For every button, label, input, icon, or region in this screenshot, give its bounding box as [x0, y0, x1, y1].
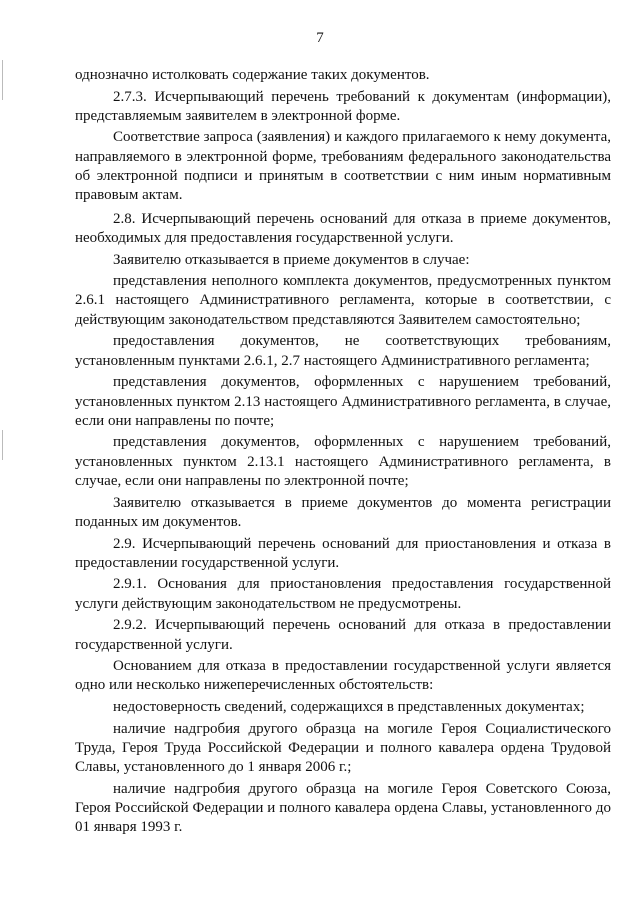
paragraph: Заявителю отказывается в приеме документов до момента регистрации поданных им документов. [75, 494, 611, 530]
paragraph: Основанием для отказа в предоставлении государственной услуги является одно или несколько нижеперечисленных обстоятельств: [75, 658, 611, 694]
document-body [75, 66, 611, 840]
paragraph: 2.7.3. Исчерпывающий перечень требований к документам (информации), представляемым заявителем в электронной форме. [75, 88, 611, 124]
paragraph: представления документов, оформленных с нарушением требований, установленных пунктом 2.13 настоящего Административного регламента, в случае, если они направлены по почте; [75, 374, 611, 429]
paragraph: Соответствие запроса (заявления) и каждого прилагаемого к нему документа, направляемого в электронной форме, требованиям федерального законодательства об электронной подписи и принятым в соответствии с ним иным нормативным правовым актам. [75, 129, 611, 204]
paragraph: однозначно истолковать содержание таких документов. [75, 67, 430, 83]
scan-edge-mark [2, 430, 3, 460]
paragraph: Заявителю отказывается в приеме документов в случае: [113, 251, 470, 268]
paragraph: представления документов, оформленных с нарушением требований, установленных пунктом 2.13.1 настоящего Административного регламента, в случае, если они направлены по электронной почте; [75, 434, 611, 490]
scan-edge-mark [2, 60, 3, 100]
paragraph: наличие надгробия другого образца на могиле Героя Социалистического Труда, Героя Труда Российской Федерации и полного кавалера ордена Трудовой Славы, установленного до 1 января 2006 г.; [75, 720, 611, 776]
paragraph: недостоверность сведений, содержащихся в представленных документах; [113, 699, 585, 716]
paragraph: представления неполного комплекта документов, предусмотренных пунктом 2.6.1 настоящего Административного регламента, которые в соответствии, с действующим законодательством представляются Заявителем самостоятельно; [75, 273, 611, 328]
paragraph: 2.9.1. Основания для приостановления предоставления государственной услуги действующим законодательством не предусмотрены. [75, 576, 611, 612]
paragraph: 2.9. Исчерпывающий перечень оснований для приостановления и отказа в предоставлении государственной услуги. [75, 535, 611, 571]
paragraph: 2.9.2. Исчерпывающий перечень оснований для отказа в предоставлении государственной услуги. [75, 617, 611, 653]
paragraph: наличие надгробия другого образца на могиле Героя Советского Союза, Героя Российской Федерации и полного кавалера ордена Славы, установленного до 01 января 1993 г. [75, 780, 611, 836]
paragraph: 2.8. Исчерпывающий перечень оснований для отказа в приеме документов, необходимых для предоставления государственной услуги. [75, 210, 611, 246]
page-number: 7 [316, 30, 324, 46]
paragraph: предоставления документов, не соответствующих требованиям, установленным пунктами 2.6.1, 2.7 настоящего Административного регламента; [75, 333, 611, 369]
